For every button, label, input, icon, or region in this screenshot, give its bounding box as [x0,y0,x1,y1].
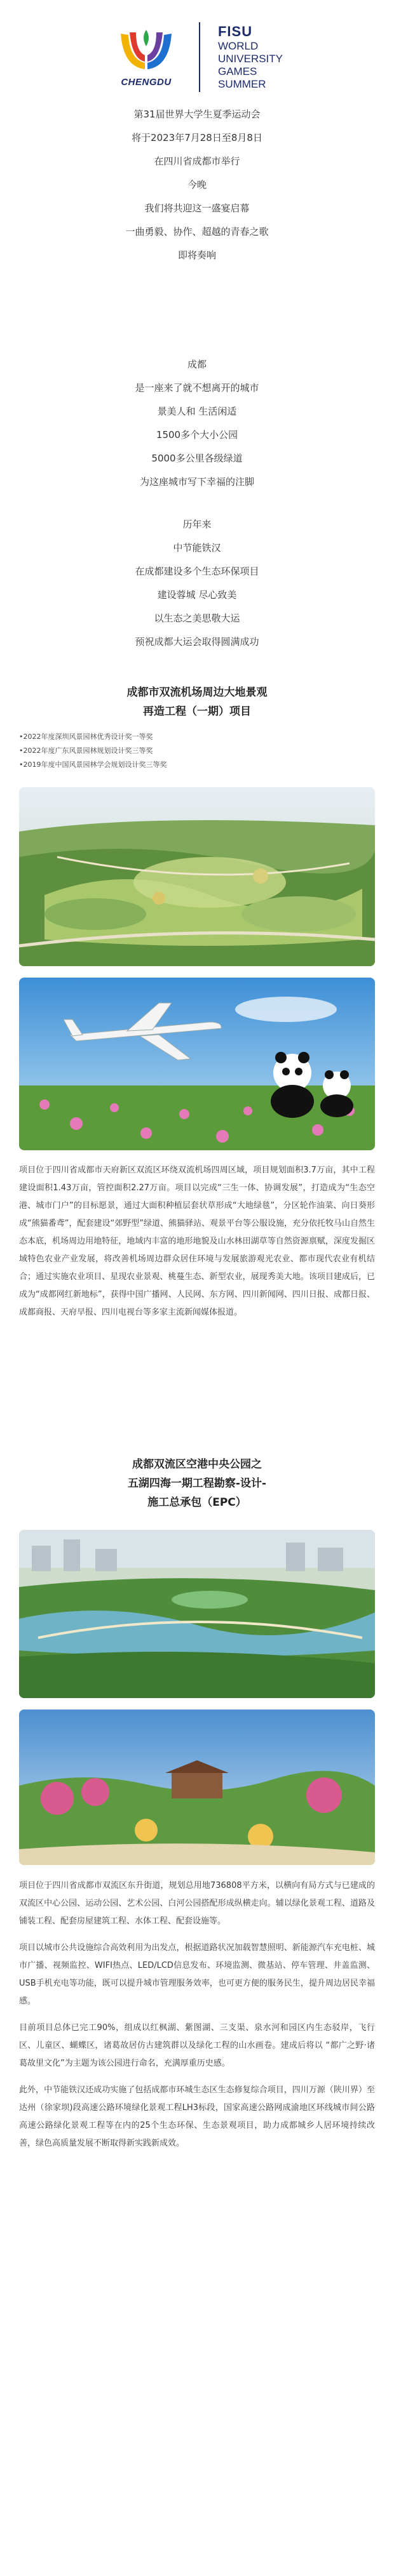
paragraph: 目前项目总体已完工90%，组成以红枫湖、紫图湖、三支渠、泉水河和园区内生态驳岸，飞行区、儿童区、蝴蝶区，诸葛故居仿古建筑群以及绿化工程的山水画卷。建成后将以 “都广之野·诸葛故里文化”为主题为该公园进行命名，充满厚重历史感。 [19,2023,375,2068]
poem-line: 即将奏响 [177,249,216,261]
poem-line: 为这座城市写下幸福的注脚 [139,476,254,488]
poem-line: 预祝成都大运会取得圆满成功 [135,636,259,647]
chengdu-poem [0,353,394,494]
chengdu-logo-mark [111,27,181,88]
history-poem [0,513,394,654]
poem-line: 5000多公里各级绿道 [151,453,243,464]
poem-line: 中节能铁汉 [173,542,221,554]
fisu-wordmark [218,23,283,91]
universiade-logo [0,19,394,95]
chengdu-universiade-logo [114,27,178,77]
poem-line: 今晚 [187,179,207,190]
fisu-line: UNIVERSITY [217,53,283,65]
plane-panda-image [19,978,375,1150]
poem-line: 在四川省成都市举行 [154,156,240,167]
poem-line: 以生态之美思敬大运 [154,613,240,624]
poem-line: 第31届世界大学生夏季运动会 [133,109,261,120]
poem-line: 是一座来了就不想离开的城市 [135,382,259,394]
fisu-line: WORLD [217,40,259,52]
poem-line: 建设蓉城 尽心致美 [157,589,237,601]
logo-divider [199,22,200,92]
award-item: •2022年度深圳风景园林优秀设计奖一等奖 [19,733,153,741]
logo-city-name: CHENGDU [121,76,172,88]
poem-line: 我们将共迎这一盛宴启幕 [144,202,250,214]
paragraph: 此外，中节能铁汉还成功实施了包括成都市环城生态区生态修复综合项目，四川万源（陕川界）至达州（徐家坝)段高速公路环境绿化景观工程LH3标段，国家高速公路网成渝地区环线城市间公路高速公路绿化景观工程等在内的25个生态环保、生态景观项目，助力成都城乡人居环境持续改善，绿色高质量发展不断取得新实践新成效。 [19,2085,375,2148]
poem-line: 1500多个大小公园 [156,429,238,441]
poem-line: 景美人和 生活闲适 [157,406,237,417]
aerial-park-image [19,787,375,966]
paragraph: 项目以城市公共设施综合高效利用为出发点，根据道路状况加载智慧照明、新能源汽车充电桩、城市广播、视频监控、WIFI热点、LED/LCD信息发布、环境监测、微基站、停车管理、井盖监测、USB手机充电等功能，既可以提升城市管理服务效率，也可更方便的服务民生，提升周边居民幸福感。 [19,1943,375,2006]
intro-poem [0,103,394,267]
fisu-line: GAMES [217,65,257,77]
paragraph: 项目位于四川省成都市双流区东升街道，规划总用地736808平方米，以横向有局方式与已建成的双流区中心公园、运动公园、艺术公园、白河公园搭配形成纵横走向。辅以绿化景观工程、道路及铺装工程、配套房屋建筑工程、水体工程、配套设施等。 [19,1881,375,1926]
central-park-aerial-image [19,1530,375,1698]
award-item: •2019年度中国风景园林学会规划设计奖三等奖 [19,760,167,769]
central-park-garden-image [19,1710,375,1865]
project1-title [0,683,394,721]
project1-title-line: 再造工程（一期）项目 [143,705,251,718]
poem-line: 一曲勇毅、协作、超越的青春之歌 [125,226,269,237]
project1-awards [19,730,375,772]
poem-line: 将于2023年7月28日至8月8日 [132,132,262,143]
award-item: •2022年度广东风景园林规划设计奖三等奖 [19,747,153,755]
project2-title-line: 五湖四海一期工程勘察-设计- [127,1477,267,1490]
fisu-label: FISU [217,23,253,39]
poem-line: 在成都建设多个生态环保项目 [135,566,259,577]
project2-title-line: 施工总承包（EPC） [147,1496,247,1509]
project2-description [19,1877,375,2161]
poem-line: 历年来 [182,519,212,530]
project1-description [19,1162,375,1331]
paragraph: 项目位于四川省成都市天府新区双流区环绕双流机场四周区域，项目规划面积3.7万亩，其中工程建设面积1.43万亩，管控面积2.27万亩。项目以完成“三生一体、协调发展”，打造成为“生态空港、城市门户”的目标愿景，通过大面积种植层套状草形成“大地绿毯”，分区轮作油菜、向日葵形成“熊猫番鸢”，配套建设“郊野型”绿道、熊猫驿站、观景平台等公服设施，充分依托牧马山自然生态本底，机场周边用地特征，地域内丰富的地形地貌及山水林田湖草等自然资源禀赋，深度发掘区域特色农业产业发展，将改善机场周边群众居住环境与发展旅游观光农业、都市现代农业有机结合；通过实施农业项目、星现农业景观、桃蔓生态、新型农业，展现秀美大地。该项目建成后，已成为“成都网红新地标”，获得中国广播网、人民网、东方网、四川新闻网、四川日报、成都日报、成都商报、天府早报、四川电视台等多家主流新闻媒体报道。 [19,1165,375,1317]
project2-title [0,1455,394,1512]
project1-title-line: 成都市双流机场周边大地景观 [126,686,268,699]
project2-title-line: 成都双流区空港中央公园之 [132,1458,262,1471]
fisu-line: SUMMER [217,78,266,90]
poem-line: 成都 [187,359,207,370]
